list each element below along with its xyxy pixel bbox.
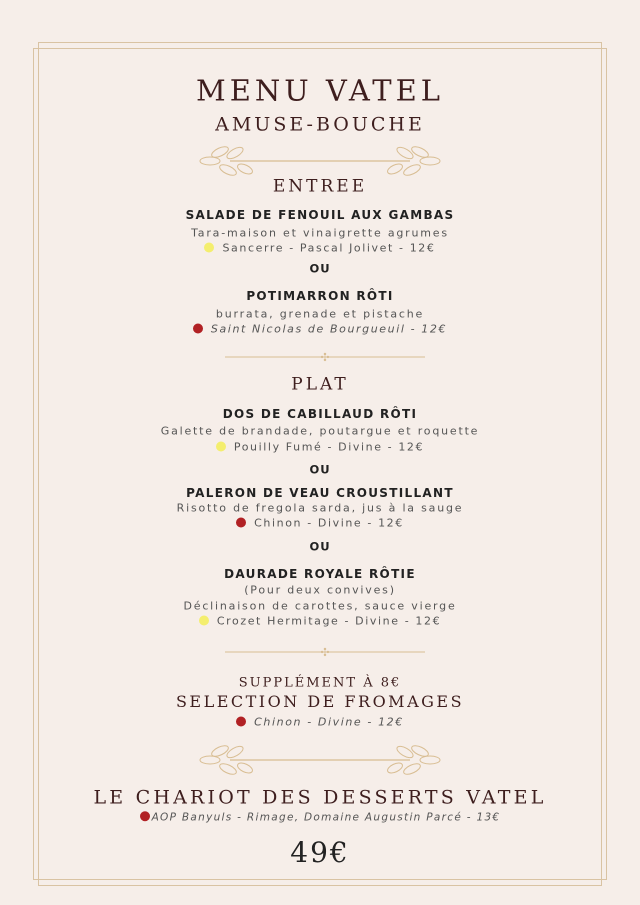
wine-text: Chinon - Divine - 12€: [254, 715, 404, 729]
wine-text: Saint Nicolas de Bourgueuil - 12€: [210, 322, 448, 336]
dish-name: DOS DE CABILLAUD RÔTI: [222, 407, 418, 421]
dish-name: SALADE DE FENOUIL AUX GAMBAS: [185, 208, 455, 222]
dish-note: (Pour deux convives): [244, 583, 396, 597]
wine-pairing: [0, 442, 640, 453]
wine-text: Crozet Hermitage - Divine - 12€: [216, 614, 442, 628]
dish-description: Tara-maison et vinaigrette agrumes: [191, 226, 449, 240]
or-separator: OU: [309, 539, 331, 554]
leaf-ornament-top: [190, 143, 450, 179]
dish-description: Galette de brandade, poutargue et roquette: [160, 424, 480, 438]
section-title-entree: ENTREE: [272, 176, 368, 197]
dessert-title: LE CHARIOT DES DESSERTS VATEL: [93, 786, 547, 809]
or-separator: OU: [309, 261, 331, 276]
wine-text: Chinon - Divine - 12€: [254, 516, 404, 530]
dish-description: Déclinaison de carottes, sauce vierge: [183, 599, 457, 613]
svg-text:✣: ✣: [320, 647, 330, 657]
red-wine-dot-icon: [236, 518, 246, 528]
wine-pairing: [0, 518, 640, 529]
wine-pairing: [0, 243, 640, 254]
menu-title: MENU VATEL: [196, 73, 444, 108]
svg-text:✣: ✣: [320, 352, 330, 362]
wine-pairing: [0, 811, 640, 823]
white-wine-dot-icon: [216, 442, 226, 452]
wine-pairing: [0, 717, 640, 728]
wine-text: Sancerre - Pascal Jolivet - 12€: [222, 241, 436, 255]
red-wine-dot-icon: [236, 717, 246, 727]
or-separator: OU: [309, 462, 331, 477]
red-wine-dot-icon: [193, 324, 203, 334]
wine-pairing: [0, 324, 640, 335]
menu-price: 49€: [290, 836, 350, 869]
section-title-plat: PLAT: [291, 374, 349, 395]
section-divider: [225, 352, 425, 362]
cheese-supplement: SUPPLÉMENT À 8€: [238, 675, 402, 691]
wine-text: AOP Banyuls - Rimage, Domaine Augustin Parcé - 13€: [151, 811, 501, 824]
dish-description: Risotto de fregola sarda, jus à la sauge: [176, 501, 464, 515]
wine-text: Pouilly Fumé - Divine - 12€: [233, 440, 425, 454]
dish-name: PALERON DE VEAU CROUSTILLANT: [186, 486, 454, 500]
dish-name: DAURADE ROYALE RÔTIE: [224, 567, 416, 581]
cheese-title: SELECTION DE FROMAGES: [175, 692, 465, 711]
dish-description: burrata, grenade et pistache: [215, 307, 425, 321]
leaf-ornament-bottom: [190, 742, 450, 778]
menu-subtitle: AMUSE-BOUCHE: [215, 113, 425, 136]
white-wine-dot-icon: [204, 243, 214, 253]
red-wine-dot-icon: [140, 811, 150, 821]
white-wine-dot-icon: [199, 616, 209, 626]
dish-name: POTIMARRON RÔTI: [246, 289, 394, 303]
section-divider: [225, 647, 425, 657]
wine-pairing: [0, 616, 640, 627]
